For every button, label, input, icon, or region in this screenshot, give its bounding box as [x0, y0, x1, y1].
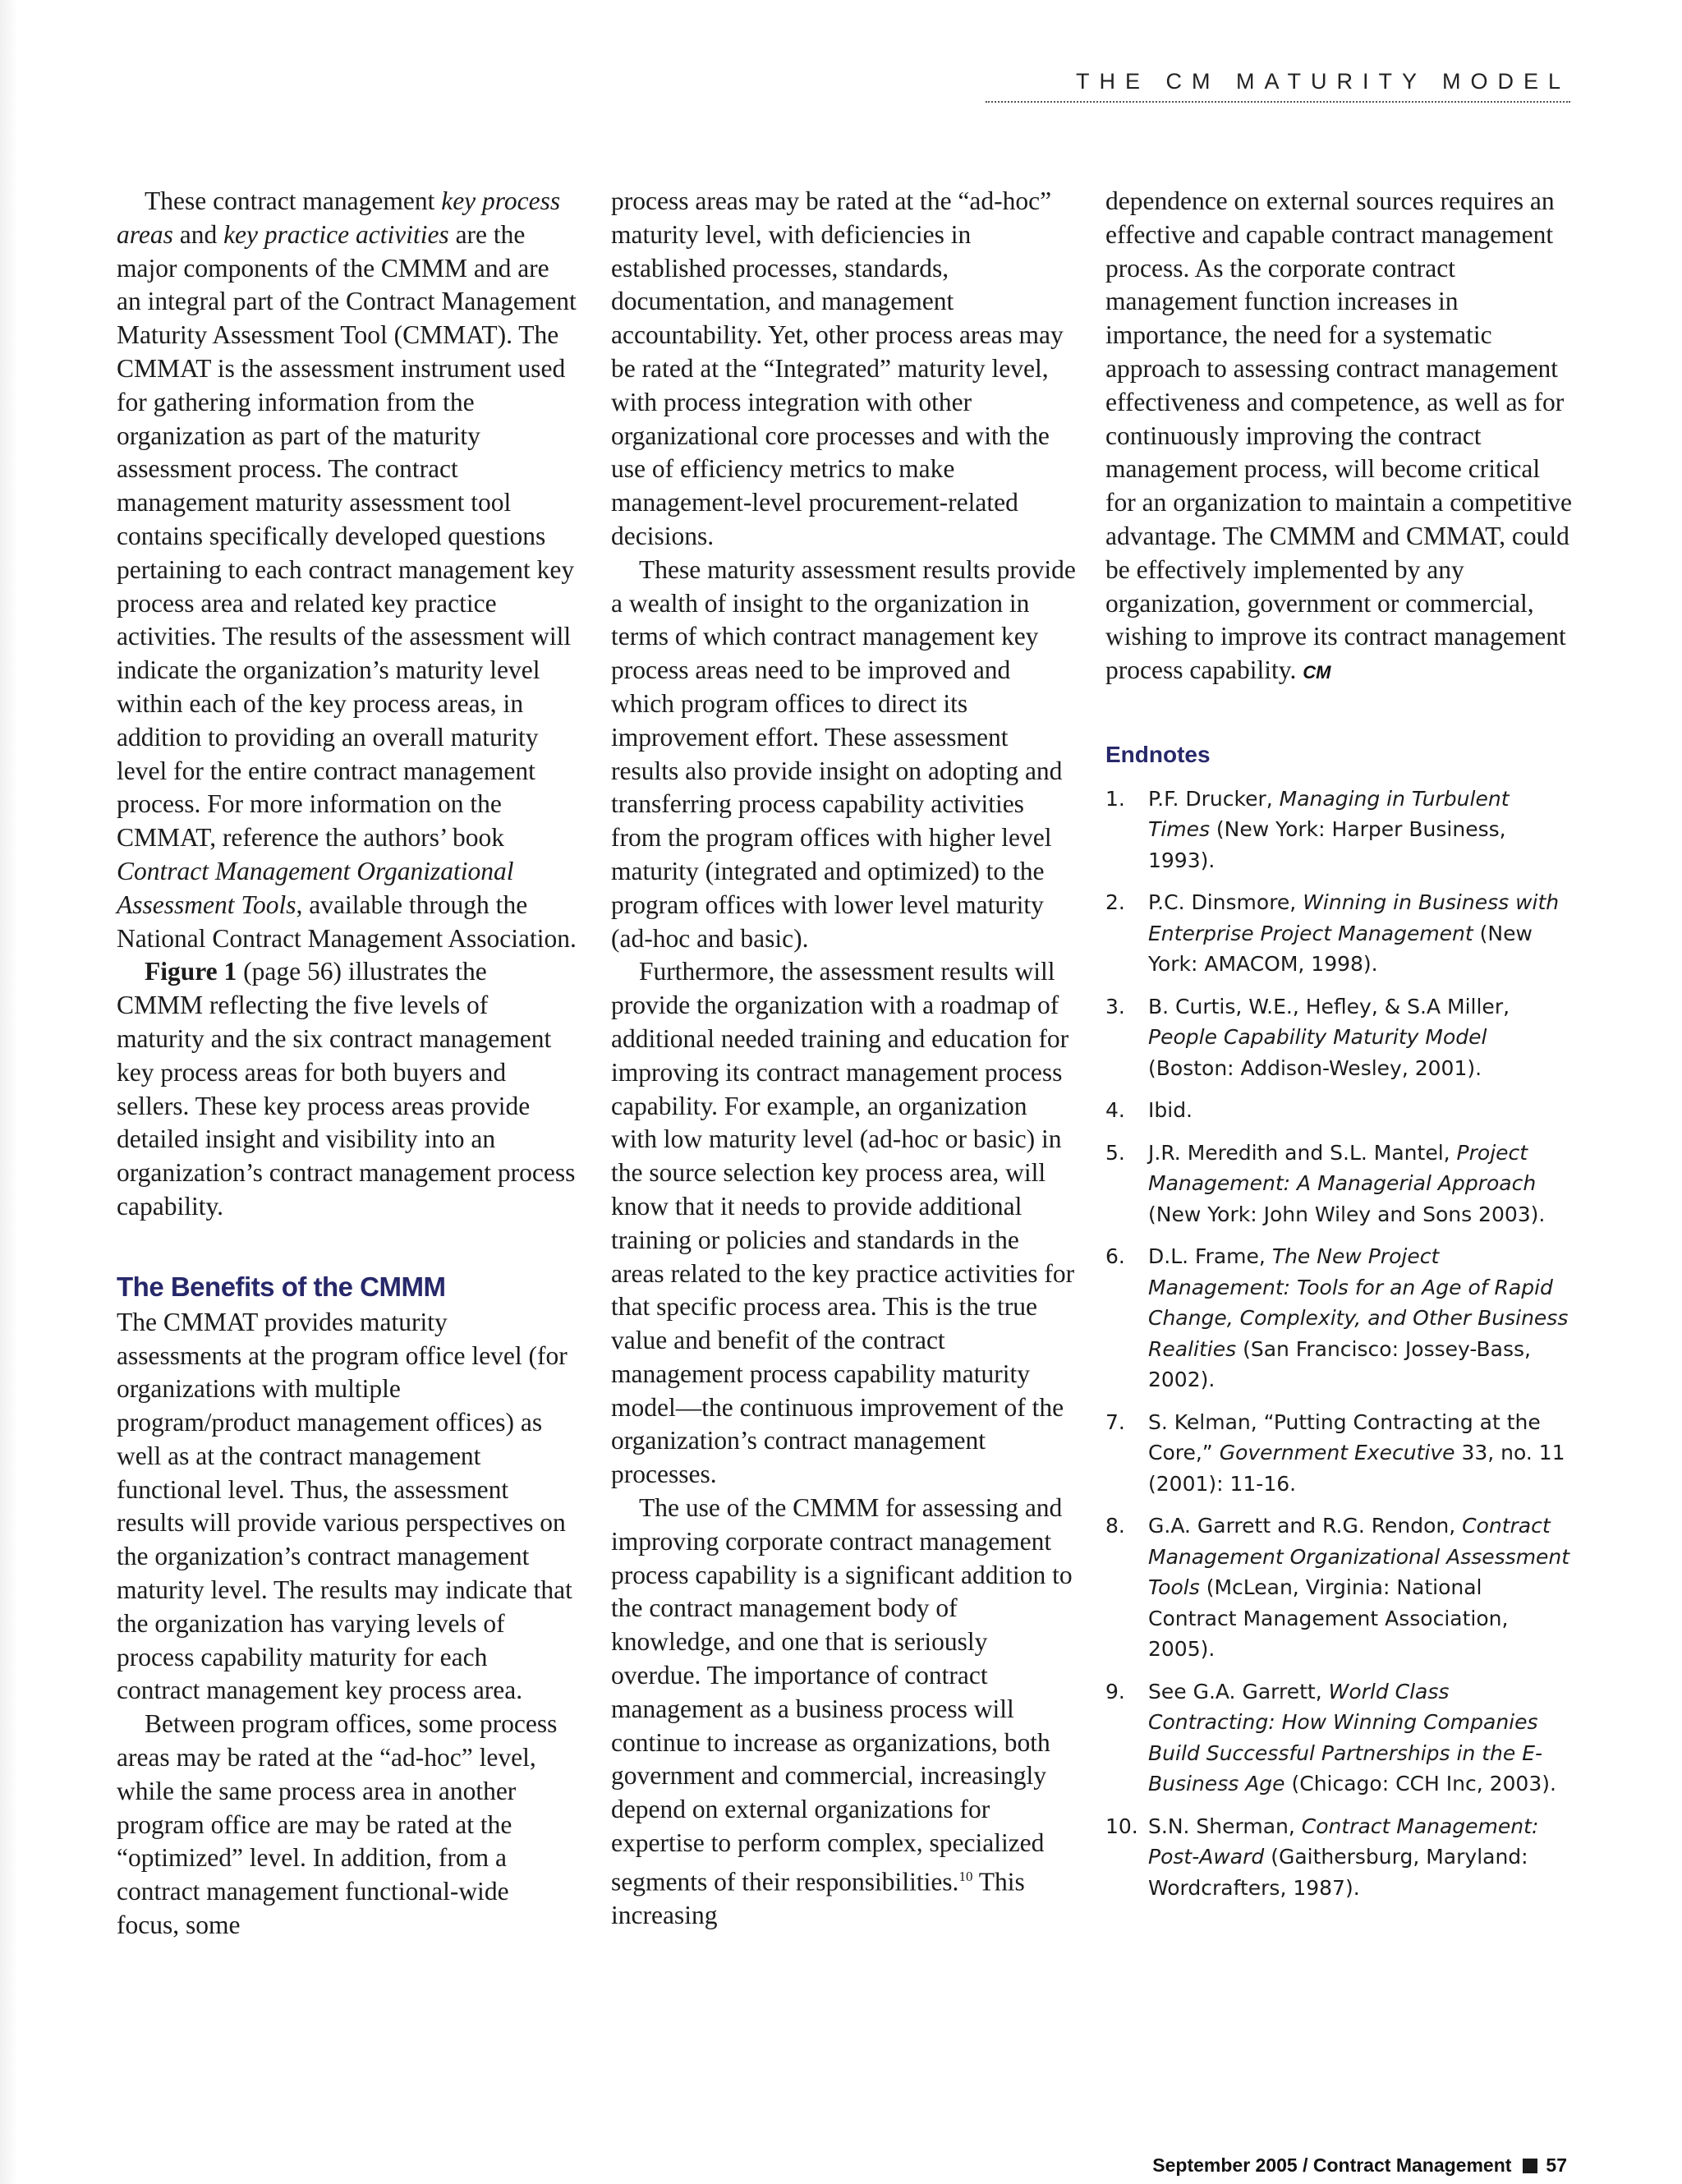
paragraph — [611, 1492, 1078, 1933]
page-shadow — [0, 0, 18, 2184]
endnote-item — [1105, 1138, 1574, 1230]
text-run: , available through the National Contract Management Association. — [117, 890, 577, 953]
endnote-number: 5. — [1105, 1140, 1125, 1165]
endnote-number: 10. — [1105, 1814, 1138, 1838]
paragraph: Between program offices, some process areas may be rated at the “ad-hoc” level, while the same process area in another program office are may be rated at the “optimized” level. In addition, from a contract management functional-wide focus, some — [117, 1709, 558, 1940]
endnote-author: G.A. Garrett and R.G. Rendon, — [1148, 1514, 1463, 1538]
text-run: (page 56) illustrates the CMMM reflecting the five levels of maturity and the six contract management key process areas for both buyers and sellers. These key process areas provide detailed insight and visibility into an organization’s contract management process capability. — [117, 957, 576, 1221]
book-title: Contract Management Organizational Assessment Tools — [117, 856, 514, 919]
endnote-item — [1105, 1510, 1574, 1665]
endnote-author: Ibid. — [1148, 1098, 1193, 1123]
endnote-number: 3. — [1105, 994, 1125, 1018]
endnote-author: B. Curtis, W.E., Hefley, & S.A Miller, — [1148, 994, 1510, 1018]
endnote-publisher: (New York: John Wiley and Sons 2003). — [1148, 1202, 1546, 1226]
figure-reference: Figure 1 — [145, 957, 237, 986]
text-run: dependence on external sources requires an effective and capable contract management process. As the corporate contract management function increases in importance, the need for a systematic approach to assessing contract management effectiveness and competence, as well as for continuously improving the contract management process, will become critical for an organization to maintain a competitive advantage. The CMMM and CMMAT, could be effectively implemented by any organization, government or commercial, wishing to improve its contract management process capability. — [1105, 186, 1572, 685]
endnote-publisher: (McLean, Virginia: National Contract Management Association, 2005). — [1148, 1575, 1509, 1662]
paragraph: These maturity assessment results provide a wealth of insight to the organization in terms of which contract management key process areas need to be improved and which program offices to direct its improvement effort. These assessment results also provide insight on adopting and transferring process capability activities from the program offices with higher level maturity (integrated and optimized) to the program offices with lower level maturity (ad-hoc and basic). — [611, 554, 1076, 953]
endnote-number: 1. — [1105, 786, 1125, 811]
endnote-publisher: (San Francisco: Jossey-Bass, 2002). — [1148, 1336, 1531, 1392]
endnote-number: 4. — [1105, 1098, 1125, 1123]
endnote-number: 9. — [1105, 1679, 1125, 1704]
endnote-title: Winning in Business with Enterprise Project Management — [1148, 890, 1560, 945]
end-mark: CM — [1303, 662, 1331, 683]
endnote-item — [1105, 1241, 1574, 1395]
page-number: 57 — [1546, 2154, 1567, 2176]
endnote-item — [1105, 784, 1574, 876]
endnote-publisher: 33, no. 11 (2001): 11-16. — [1148, 1441, 1565, 1496]
footer-publication: September 2005 / Contract Management — [1152, 2154, 1512, 2176]
endnote-title: Government Executive — [1219, 1441, 1455, 1465]
text-column-3 — [1105, 185, 1574, 1915]
endnote-author: S. Kelman, “Putting Contracting at the Core,” — [1148, 1409, 1541, 1465]
running-title: THE CM MATURITY MODEL — [986, 69, 1570, 103]
endnote-publisher: (New York: AMACOM, 1998). — [1148, 921, 1533, 977]
endnote-number: 8. — [1105, 1514, 1125, 1538]
endnote-title: Contract Management: Post-Award — [1148, 1814, 1539, 1869]
endnote-publisher: (Gaithersburg, Maryland: Wordcrafters, 1987). — [1148, 1845, 1528, 1900]
endnote-title: Project Management: A Managerial Approach — [1148, 1140, 1537, 1196]
endnote-title: Contract Management Organizational Assessment Tools — [1148, 1514, 1570, 1600]
text-column-1 — [117, 185, 577, 1943]
endnote-item — [1105, 991, 1574, 1084]
paragraph: Furthermore, the assessment results will provide the organization with a roadmap of additional needed training and education for improving its contract management process capability. For example, an organization with low maturity level (ad-hoc or basic) in the source selection key process area, will know that it needs to provide additional training or policies and standards in the areas related to the key practice activities for that specific process area. This is the true value and benefit of the contract management process capability maturity model—the continuous improvement of the organization’s contract management processes. — [611, 957, 1075, 1489]
text-run: and — [172, 219, 224, 249]
italic-term: key practice activities — [223, 219, 449, 249]
endnote-item — [1105, 1811, 1574, 1904]
endnote-number: 6. — [1105, 1244, 1125, 1269]
page-footer — [1152, 2154, 1567, 2177]
endnote-author: P.F. Drucker, — [1148, 786, 1280, 811]
endnote-author: J.R. Meredith and S.L. Mantel, — [1148, 1140, 1457, 1165]
paragraph: The CMMAT provides maturity assessments at the program office level (for organizations with multiple program/product management offices) as well as at the contract management functional level. Thus, the assessment results will provide various perspectives on the organization’s contract management maturity level. The results may indicate that the organization has varying levels of process capability maturity for each contract management key process area. — [117, 1307, 572, 1705]
paragraph — [1105, 185, 1574, 690]
endnote-item — [1105, 887, 1574, 980]
italic-term: key process areas — [117, 186, 561, 249]
text-run: are the major components of the CMMM and are an integral part of the Contract Management Maturity Assessment Tool (CMMAT). The CMMAT is the assessment instrument used for gathering information from the organization as part of the maturity assessment process. The contract management maturity assessment tool contains specifically developed questions pertaining to each contract management key process area and related key practice activities. The results of the assessment will indicate the organization’s maturity level within each of the key process areas, in addition to providing an overall maturity level for the entire contract management process. For more information on the CMMAT, reference the authors’ book — [117, 219, 577, 853]
paragraph: process areas may be rated at the “ad-hoc” maturity level, with deficiencies in established processes, standards, documentation, and management accountability. Yet, other process areas may be rated at the “Integrated” maturity level, with process integration with other organizational core processes and with the use of efficiency metrics to make management-level procurement-related decisions. — [611, 186, 1064, 550]
endnotes-list — [1105, 784, 1574, 1904]
endnotes-heading: Endnotes — [1105, 741, 1211, 767]
endnote-number: 2. — [1105, 890, 1125, 915]
endnote-number: 7. — [1105, 1409, 1125, 1434]
text-run: The use of the CMMM for assessing and improving corporate contract management process capability is a significant addition to the contract management body of knowledge, and one that is seriously overdue. The importance of contract management as a business process will continue to increase as organizations, both government and commercial, increasingly depend on external organizations for expertise to perform complex, specialized segments of their responsibilities. — [611, 1493, 1073, 1897]
endnote-author: P.C. Dinsmore, — [1148, 890, 1303, 915]
endnote-title: The New Project Management: Tools for an Age of Rapid Change, Complexity, and Other Business Realities — [1148, 1244, 1569, 1361]
endnote-publisher: (New York: Harper Business, 1993). — [1148, 817, 1506, 872]
square-bullet-icon — [1523, 2159, 1537, 2173]
footnote-marker: 10 — [958, 1868, 973, 1884]
endnote-item — [1105, 1095, 1574, 1126]
endnote-title: Managing in Turbulent Times — [1148, 786, 1510, 842]
endnote-title: World Class Contracting: How Winning Companies Build Successful Partnerships in the E-Business Age — [1148, 1679, 1543, 1796]
endnote-publisher: (Chicago: CCH Inc, 2003). — [1284, 1772, 1556, 1796]
text-run: These contract management — [145, 186, 442, 215]
section-heading: The Benefits of the CMMM — [117, 1271, 446, 1302]
endnote-publisher: (Boston: Addison-Wesley, 2001). — [1148, 1055, 1482, 1080]
endnote-item — [1105, 1676, 1574, 1800]
text-run: This increasing — [611, 1867, 1025, 1930]
paragraph — [117, 185, 577, 955]
endnote-item — [1105, 1407, 1574, 1500]
endnote-title: People Capability Maturity Model — [1148, 1025, 1487, 1050]
paragraph — [117, 955, 577, 1223]
endnote-author: D.L. Frame, — [1148, 1244, 1272, 1269]
endnote-author: S.N. Sherman, — [1148, 1814, 1302, 1838]
text-column-2 — [611, 185, 1078, 1933]
endnote-author: See G.A. Garrett, — [1148, 1679, 1329, 1704]
